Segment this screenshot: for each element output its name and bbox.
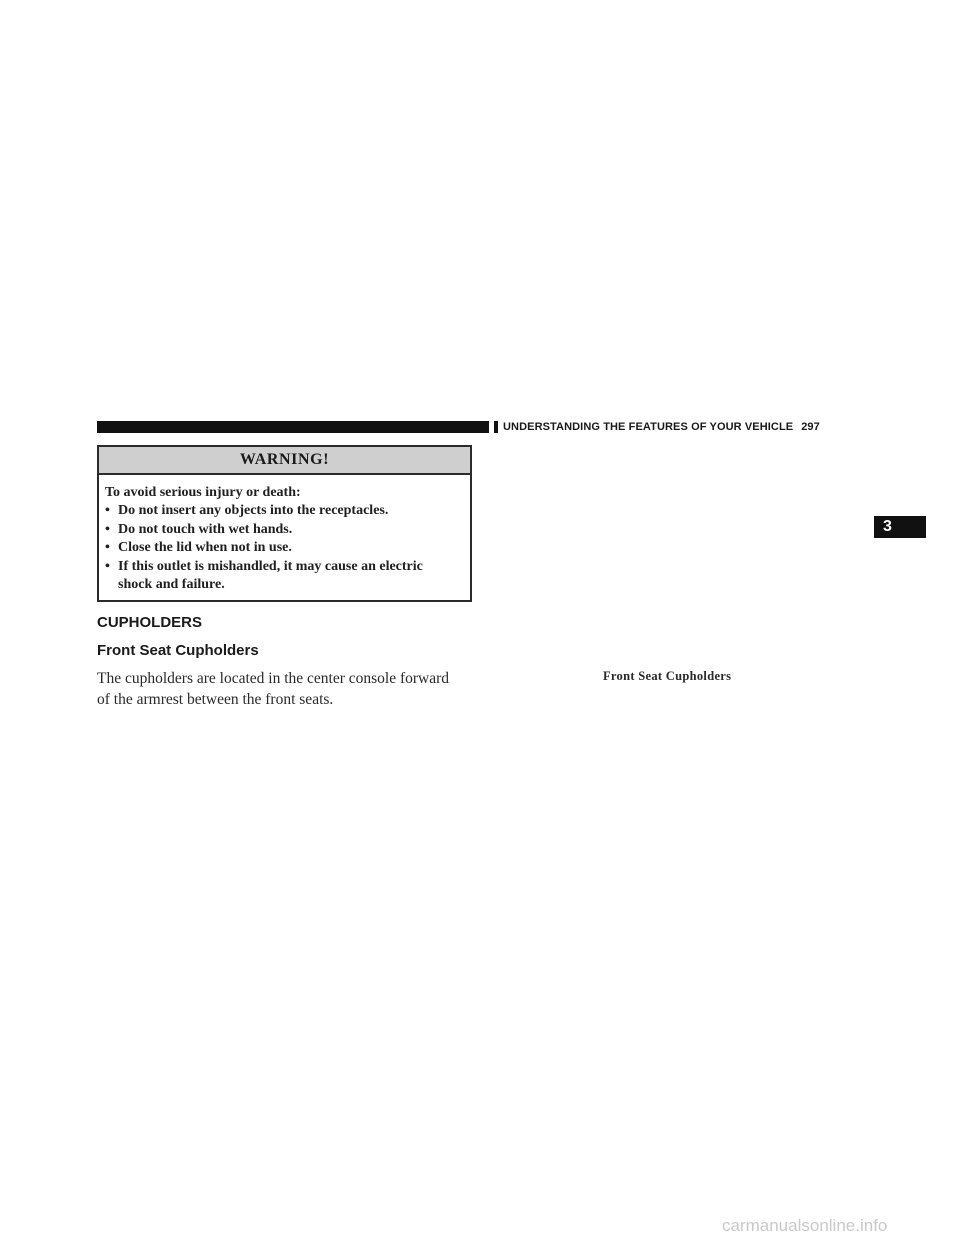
bullet-icon: • [105, 521, 110, 537]
running-header-title: UNDERSTANDING THE FEATURES OF YOUR VEHICLE [503, 421, 794, 433]
warning-list-item [105, 539, 467, 558]
figure-caption: Front Seat Cupholders [603, 669, 732, 683]
warning-list [105, 502, 467, 595]
warning-item-text-continued: shock and failure. [118, 577, 225, 593]
chapter-tab: 3 [874, 516, 926, 538]
page-number: 297 [801, 421, 820, 433]
subsection-heading: Front Seat Cupholders [97, 642, 259, 659]
warning-item-text: If this outlet is mishandled, it may cause an electric [118, 558, 423, 574]
warning-item-text: Close the lid when not in use. [118, 540, 292, 556]
watermark: carmanualsonline.info [722, 1216, 888, 1235]
warning-list-item [105, 502, 467, 521]
warning-intro: To avoid serious injury or death: [105, 485, 301, 500]
warning-item-text: Do not insert any objects into the receptacles. [118, 503, 389, 518]
bullet-icon: • [105, 503, 110, 518]
warning-list-item [105, 558, 467, 595]
warning-box [97, 445, 472, 602]
body-line: of the armrest between the front seats. [97, 691, 334, 708]
warning-heading: WARNING! [99, 447, 470, 475]
running-header [503, 420, 873, 434]
warning-item-text: Do not touch with wet hands. [118, 521, 293, 537]
header-rule-left [97, 421, 489, 433]
warning-list-item [105, 521, 467, 540]
bullet-icon: • [105, 558, 110, 574]
section-heading: CUPHOLDERS [97, 614, 203, 631]
body-paragraph [97, 668, 477, 710]
bullet-icon: • [105, 540, 110, 556]
body-line: The cupholders are located in the center console forward [97, 670, 450, 687]
header-rule-divider [494, 421, 498, 433]
